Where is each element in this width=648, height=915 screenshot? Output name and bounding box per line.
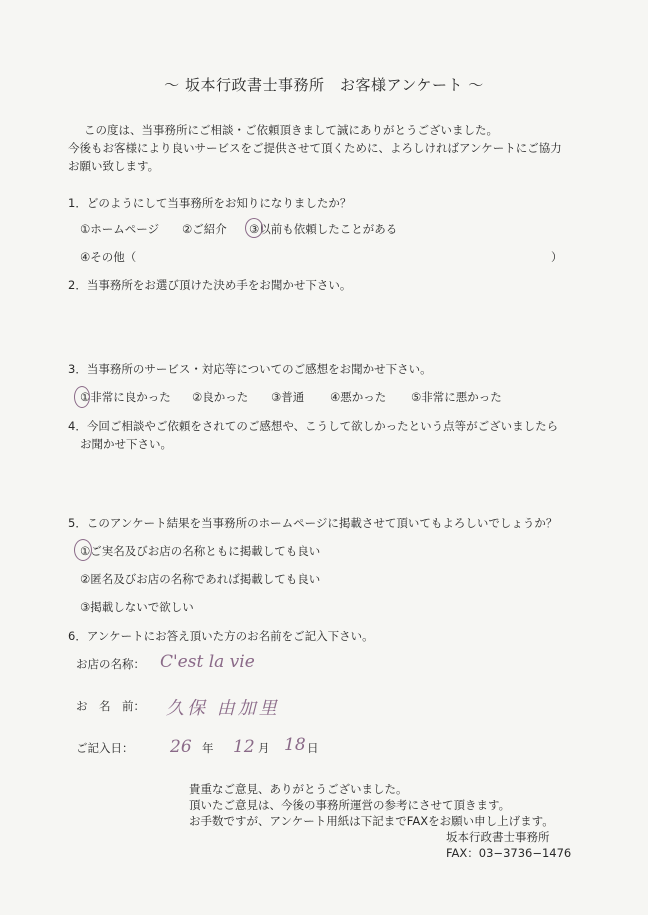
q1-other-close-paren: ） <box>551 250 563 264</box>
fax-number: FAX：03−3736−1476 <box>446 846 572 860</box>
q1-option-other[interactable]: ④その他（ <box>80 250 137 264</box>
q1-option-referral[interactable]: ②ご紹介 <box>182 222 227 236</box>
intro-line-1: この度は、当事務所にご相談・ご依頼頂きまして誠にありがとうございました。 <box>84 123 498 137</box>
question-2: 2．当事務所をお選び頂けた決め手をお聞かせ下さい。 <box>68 278 352 292</box>
question-3: 3．当事務所のサービス・対応等についてのご感想をお聞かせ下さい。 <box>68 362 432 376</box>
q3-option-good[interactable]: ②良かった <box>192 390 249 404</box>
question-1: 1．どのようにして当事務所をお知りになりましたか？ <box>68 196 352 210</box>
q3-option-very-good[interactable]: ①非常に良かった <box>80 390 171 404</box>
shop-name-label: お店の名称： <box>76 657 145 671</box>
footer-line-2: 頂いたご意見は、今後の事務所運営の参考にさせて頂きます。 <box>189 798 511 812</box>
footer-line-1: 貴重なご意見、ありがとうございました。 <box>189 782 408 796</box>
month-unit: 月 <box>258 741 270 755</box>
name-label: お 名 前： <box>76 699 145 713</box>
date-year-value[interactable]: 26 <box>170 737 192 757</box>
q5-option-real-name[interactable]: ①ご実名及びお店の名称ともに掲載しても良い <box>80 544 321 558</box>
date-month-value[interactable]: 12 <box>233 737 255 757</box>
question-4-line-2: お聞かせ下さい。 <box>80 437 172 451</box>
intro-line-2: 今後もお客様により良いサービスをご提供させて頂くために、よろしければアンケートにご協力 <box>68 141 562 155</box>
q3-option-normal[interactable]: ③普通 <box>271 390 305 404</box>
q1-option-homepage[interactable]: ①ホームページ <box>80 222 160 236</box>
q3-option-very-bad[interactable]: ⑤非常に悪かった <box>411 390 502 404</box>
name-value[interactable]: 久保 由加里 <box>166 698 280 719</box>
question-4-line-1: 4．今回ご相談やご依頼をされてのご感想や、こうして欲しかったという点等がございましたら <box>68 419 559 433</box>
year-unit: 年 <box>202 741 214 755</box>
shop-name-value[interactable]: C'est la vie <box>160 652 255 672</box>
date-label: ご記入日： <box>76 741 134 755</box>
q1-selection-mark <box>245 218 263 238</box>
day-unit: 日 <box>307 741 319 755</box>
page-title: 〜 坂本行政書士事務所 お客様アンケート 〜 <box>164 76 484 94</box>
footer-line-3: お手数ですが、アンケート用紙は下記までFAXをお願い申し上げます。 <box>189 814 554 828</box>
date-day-value[interactable]: 18 <box>284 735 306 755</box>
q5-option-anonymous[interactable]: ②匿名及びお店の名称であれば掲載しても良い <box>80 572 321 586</box>
question-6: 6．アンケートにお答え頂いた方のお名前をご記入下さい。 <box>68 629 374 643</box>
q1-option-previous-client[interactable]: ③以前も依頼したことがある <box>249 222 398 236</box>
q3-selection-mark <box>74 386 90 408</box>
intro-line-3: お願い致します。 <box>68 159 160 173</box>
office-name: 坂本行政書士事務所 <box>446 830 550 844</box>
question-5: 5．このアンケート結果を当事務所のホームページに掲載させて頂いてもよろしいでしょうか？ <box>68 516 558 530</box>
q3-option-bad[interactable]: ④悪かった <box>330 390 387 404</box>
q5-option-do-not-publish[interactable]: ③掲載しないで欲しい <box>80 600 194 614</box>
q5-selection-mark <box>74 539 92 561</box>
